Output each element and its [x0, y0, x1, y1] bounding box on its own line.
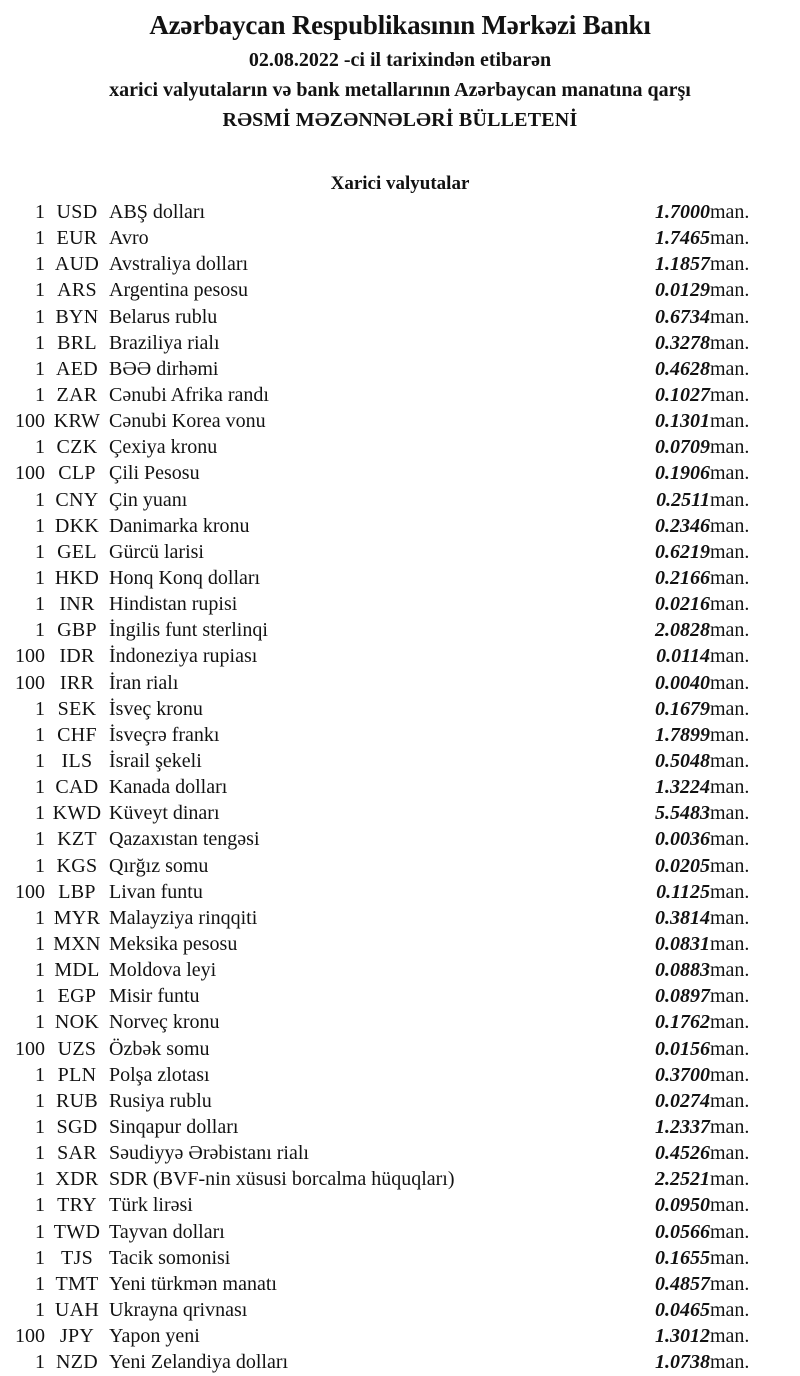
currency-unit: man. [710, 1142, 750, 1165]
currency-code: CAD [55, 776, 99, 799]
currency-quantity: 1 [35, 357, 45, 380]
currency-name: Cənubi Afrika randı [109, 384, 269, 407]
currency-code: TMT [55, 1272, 99, 1295]
currency-quantity: 1 [35, 959, 45, 982]
currency-code: BRL [57, 331, 97, 354]
currency-code: CNY [55, 488, 99, 511]
currency-rate: 2.0828 [655, 619, 710, 642]
currency-name: Yapon yeni [109, 1325, 200, 1348]
currency-unit: man. [710, 331, 750, 354]
currency-rate: 1.3012 [655, 1325, 710, 1348]
currency-quantity: 100 [15, 462, 45, 485]
currency-quantity: 1 [35, 1272, 45, 1295]
currency-unit: man. [710, 1194, 750, 1217]
currency-unit: man. [710, 1351, 750, 1374]
currency-row [0, 225, 800, 251]
currency-unit: man. [710, 410, 750, 433]
currency-rate: 5.5483 [655, 802, 710, 825]
currency-row [0, 696, 800, 722]
currency-unit: man. [710, 1063, 750, 1086]
currency-quantity: 1 [35, 514, 45, 537]
currency-unit: man. [710, 567, 750, 590]
currency-unit: man. [710, 828, 750, 851]
currency-rate: 0.6734 [655, 305, 710, 328]
currency-unit: man. [710, 1325, 750, 1348]
currency-rate: 1.3224 [655, 776, 710, 799]
bank-title: Azərbaycan Respublikasının Mərkəzi Bankı [149, 10, 651, 40]
currency-row [0, 277, 800, 303]
currency-unit: man. [710, 645, 750, 668]
currency-quantity: 1 [35, 802, 45, 825]
currency-rate: 0.0566 [655, 1220, 710, 1243]
currency-name: Səudiyyə Ərəbistanı rialı [109, 1142, 309, 1165]
currency-row [0, 199, 800, 225]
currency-name: BƏƏ dirhəmi [109, 357, 219, 380]
currency-row [0, 853, 800, 879]
currency-code: ILS [61, 750, 93, 773]
currency-code: KWD [52, 802, 102, 825]
currency-name: Braziliya rialı [109, 331, 220, 354]
currency-unit: man. [710, 436, 750, 459]
currency-code: INR [59, 593, 95, 616]
currency-name: İsrail şekeli [109, 750, 202, 773]
currency-unit: man. [710, 880, 750, 903]
currency-rate: 0.5048 [655, 750, 710, 773]
currency-name: Livan funtu [109, 880, 203, 903]
currency-row [0, 643, 800, 669]
currency-code: LBP [58, 880, 96, 903]
currency-unit: man. [710, 357, 750, 380]
currency-code: CLP [58, 462, 96, 485]
currency-quantity: 100 [15, 645, 45, 668]
currency-unit: man. [710, 619, 750, 642]
currency-rate: 0.1655 [655, 1246, 710, 1269]
currency-code: UZS [57, 1037, 97, 1060]
currency-code: CHF [57, 723, 97, 746]
currency-quantity: 1 [35, 1011, 45, 1034]
currency-quantity: 1 [35, 1115, 45, 1138]
currency-rate: 0.0040 [655, 671, 710, 694]
currency-row [0, 905, 800, 931]
currency-row [0, 879, 800, 905]
currency-row [0, 1036, 800, 1062]
currency-quantity: 1 [35, 1220, 45, 1243]
currency-row [0, 983, 800, 1009]
currency-name: İsveç kronu [109, 697, 203, 720]
currency-row [0, 1166, 800, 1192]
currency-name: Sinqapur dolları [109, 1115, 239, 1138]
currency-code: CZK [56, 436, 98, 459]
currency-row [0, 408, 800, 434]
currency-code: USD [56, 201, 98, 224]
currency-name: Gürcü larisi [109, 540, 204, 563]
currency-rate: 1.0738 [655, 1351, 710, 1374]
currency-unit: man. [710, 488, 750, 511]
currency-code: XDR [55, 1168, 99, 1191]
currency-code: HKD [54, 567, 100, 590]
bulletin-title-line: RƏSMİ MƏZƏNNƏLƏRİ BÜLLETENİ [222, 109, 578, 131]
currency-unit: man. [710, 959, 750, 982]
currency-unit: man. [710, 933, 750, 955]
currency-quantity: 1 [35, 540, 45, 563]
currency-code: AUD [54, 253, 100, 276]
currency-quantity: 100 [15, 1325, 45, 1348]
currency-name: Özbək somu [109, 1037, 210, 1060]
currency-name: Argentina pesosu [109, 279, 249, 302]
currency-row [0, 1218, 800, 1244]
currency-unit: man. [710, 854, 750, 877]
currency-code: NZD [55, 1351, 98, 1374]
currency-rate: 0.4857 [655, 1272, 710, 1295]
currency-row [0, 957, 800, 983]
currency-name: Çili Pesosu [109, 462, 200, 485]
currency-code: UAH [54, 1298, 100, 1321]
currency-rate: 0.1762 [655, 1011, 710, 1034]
currency-quantity: 1 [35, 697, 45, 720]
currency-row [0, 1323, 800, 1349]
currency-quantity: 1 [35, 1194, 45, 1217]
currency-name: Honq Konq dolları [109, 567, 261, 590]
currency-quantity: 1 [35, 776, 45, 799]
currency-row [0, 1009, 800, 1035]
currency-code: DKK [54, 514, 100, 537]
currency-quantity: 1 [35, 723, 45, 746]
currency-code: TJS [60, 1246, 94, 1269]
currency-code: PLN [57, 1063, 97, 1086]
currency-unit: man. [710, 253, 750, 276]
currency-row [0, 774, 800, 800]
currency-name: Küveyt dinarı [109, 802, 220, 825]
currency-quantity: 1 [35, 1351, 45, 1374]
currency-name: Çin yuanı [109, 488, 188, 511]
currency-unit: man. [710, 1037, 750, 1060]
currency-quantity: 1 [35, 985, 45, 1008]
currency-rate: 0.1679 [655, 697, 710, 720]
currency-rate: 0.3814 [655, 906, 710, 929]
currency-quantity: 1 [35, 227, 45, 250]
currency-rate: 1.7899 [655, 723, 710, 746]
currency-rate: 0.1906 [655, 462, 710, 485]
currency-rate: 0.1301 [655, 410, 710, 433]
currency-unit: man. [710, 1220, 750, 1243]
currency-name: Avstraliya dolları [109, 253, 249, 276]
currency-row [0, 1062, 800, 1088]
currency-name: Misir funtu [109, 985, 200, 1008]
currency-quantity: 1 [35, 567, 45, 590]
currency-unit: man. [710, 1272, 750, 1295]
currency-name: ABŞ dolları [109, 201, 206, 224]
currency-quantity: 1 [35, 593, 45, 616]
currency-unit: man. [710, 671, 750, 694]
currency-unit: man. [710, 802, 750, 825]
currency-row [0, 1088, 800, 1114]
currency-row [0, 513, 800, 539]
currency-unit: man. [710, 697, 750, 720]
currency-quantity: 1 [35, 1089, 45, 1112]
currency-rate: 1.7000 [655, 201, 710, 224]
currency-unit: man. [710, 514, 750, 537]
currency-row [0, 1271, 800, 1297]
currency-code: TWD [53, 1220, 101, 1243]
currency-row [0, 1114, 800, 1140]
currency-code: SAR [57, 1142, 97, 1165]
currency-code: MYR [53, 906, 101, 929]
currency-row [0, 1192, 800, 1218]
currency-rate: 0.0709 [655, 436, 710, 459]
currency-rate: 1.7465 [655, 227, 710, 250]
currency-rate: 0.4628 [655, 357, 710, 380]
currency-name: Polşa zlotası [109, 1063, 210, 1086]
currency-quantity: 1 [35, 1168, 45, 1191]
currency-quantity: 1 [35, 488, 45, 511]
scope-line: xarici valyutaların və bank metallarının Azərbaycan manatına qarşı [109, 79, 691, 101]
currency-unit: man. [710, 1298, 750, 1321]
currency-quantity: 100 [15, 1037, 45, 1060]
currency-row [0, 565, 800, 591]
currency-code: IDR [59, 645, 95, 668]
currency-quantity: 1 [35, 619, 45, 642]
currency-name: Norveç kronu [109, 1011, 220, 1034]
currency-name: Qırğız somu [109, 854, 209, 877]
currency-row [0, 1349, 800, 1375]
currency-unit: man. [710, 305, 750, 328]
currency-name: Kanada dolları [109, 776, 228, 799]
currency-code: EGP [57, 985, 97, 1008]
currency-name: Qazaxıstan tengəsi [109, 828, 260, 851]
currency-unit: man. [710, 906, 750, 929]
currency-unit: man. [710, 1115, 750, 1138]
currency-code: AED [55, 357, 98, 380]
currency-row [0, 434, 800, 460]
currency-name: İngilis funt sterlinqi [109, 619, 268, 642]
currency-rate: 0.0950 [655, 1194, 710, 1217]
currency-quantity: 1 [35, 384, 45, 407]
currency-quantity: 1 [35, 906, 45, 929]
currency-unit: man. [710, 723, 750, 746]
currency-row [0, 931, 800, 957]
currency-unit: man. [710, 593, 750, 616]
currency-quantity: 100 [15, 410, 45, 433]
currency-name: SDR (BVF-nin xüsusi borcalma hüquqları) [109, 1168, 455, 1191]
currency-rates-table [0, 199, 800, 1375]
currency-unit: man. [710, 985, 750, 1008]
currency-rate: 0.2346 [655, 514, 710, 537]
currency-quantity: 1 [35, 750, 45, 773]
currency-row [0, 722, 800, 748]
currency-row [0, 460, 800, 486]
currency-unit: man. [710, 750, 750, 773]
currency-row [0, 487, 800, 513]
currency-unit: man. [710, 1011, 750, 1034]
currency-name: Yeni Zelandiya dolları [109, 1351, 289, 1374]
currency-unit: man. [710, 1246, 750, 1269]
currency-quantity: 1 [35, 1142, 45, 1165]
currency-code: SGD [56, 1115, 98, 1138]
currency-name: Tayvan dolları [109, 1220, 225, 1243]
currency-unit: man. [710, 227, 750, 250]
currency-name: Meksika pesosu [109, 933, 238, 955]
currency-row [0, 304, 800, 330]
currency-rate: 0.1027 [655, 384, 710, 407]
currency-name: Tacik somonisi [109, 1246, 231, 1269]
currency-rate: 1.1857 [655, 253, 710, 276]
currency-name: İran rialı [109, 671, 179, 694]
currency-quantity: 1 [35, 1298, 45, 1321]
currency-row [0, 617, 800, 643]
currency-rate: 0.0156 [655, 1037, 710, 1060]
currency-rate: 0.0216 [655, 593, 710, 616]
currency-name: Danimarka kronu [109, 514, 250, 537]
currency-quantity: 1 [35, 331, 45, 354]
currency-rate: 0.0274 [655, 1089, 710, 1112]
currency-code: KGS [56, 854, 98, 877]
currency-rate: 0.0036 [655, 828, 710, 851]
currency-row [0, 1297, 800, 1323]
currency-row [0, 356, 800, 382]
currency-code: MDL [54, 959, 100, 982]
currency-row [0, 330, 800, 356]
currency-rate: 0.0897 [655, 985, 710, 1008]
currency-name: Ukrayna qrivnası [109, 1298, 248, 1321]
currency-rate: 0.0205 [655, 854, 710, 877]
currency-code: TRY [57, 1194, 97, 1217]
currency-row [0, 1140, 800, 1166]
currency-name: İndoneziya rupiası [109, 645, 258, 668]
currency-rate: 0.0465 [655, 1298, 710, 1321]
currency-name: Malayziya rinqqiti [109, 906, 258, 929]
currency-code: KRW [53, 410, 101, 433]
currency-rate: 0.2166 [655, 567, 710, 590]
currency-rate: 2.2521 [655, 1168, 710, 1191]
currency-code: NOK [54, 1011, 100, 1034]
currency-quantity: 1 [35, 1063, 45, 1086]
section-title-foreign-currencies: Xarici valyutalar [330, 173, 470, 194]
currency-code: MXN [53, 933, 101, 955]
currency-name: Rusiya rublu [109, 1089, 212, 1112]
currency-quantity: 100 [15, 880, 45, 903]
currency-unit: man. [710, 540, 750, 563]
currency-code: EUR [56, 227, 98, 250]
currency-quantity: 1 [35, 933, 45, 955]
currency-name: Avro [109, 227, 149, 250]
currency-rate: 0.1125 [656, 880, 710, 903]
currency-rate: 0.0114 [656, 645, 710, 668]
currency-code: ARS [57, 279, 97, 302]
currency-quantity: 1 [35, 854, 45, 877]
currency-unit: man. [710, 462, 750, 485]
currency-row [0, 800, 800, 826]
currency-code: BYN [55, 305, 99, 328]
currency-code: GBP [57, 619, 97, 642]
currency-quantity: 1 [35, 253, 45, 276]
currency-name: Çexiya kronu [109, 436, 218, 459]
currency-name: Cənubi Korea vonu [109, 410, 266, 433]
currency-quantity: 100 [15, 671, 45, 694]
currency-unit: man. [710, 279, 750, 302]
currency-row [0, 382, 800, 408]
currency-rows [0, 199, 800, 1375]
currency-code: GEL [57, 540, 97, 563]
currency-quantity: 1 [35, 436, 45, 459]
currency-quantity: 1 [35, 279, 45, 302]
currency-name: İsveçrə frankı [109, 723, 220, 746]
currency-unit: man. [710, 384, 750, 407]
currency-code: ZAR [56, 384, 98, 407]
currency-row [0, 539, 800, 565]
currency-name: Yeni türkmən manatı [109, 1272, 277, 1295]
currency-row [0, 591, 800, 617]
currency-code: SEK [57, 697, 97, 720]
currency-rate: 0.0883 [655, 959, 710, 982]
currency-name: Moldova leyi [109, 959, 217, 982]
currency-unit: man. [710, 776, 750, 799]
currency-quantity: 1 [35, 305, 45, 328]
currency-quantity: 1 [35, 201, 45, 224]
currency-row [0, 826, 800, 852]
currency-rate: 0.0831 [655, 933, 710, 955]
bulletin-header [0, 0, 800, 133]
currency-code: KZT [57, 828, 97, 851]
currency-unit: man. [710, 201, 750, 224]
currency-rate: 0.6219 [655, 540, 710, 563]
currency-code: RUB [55, 1089, 99, 1112]
currency-name: Belarus rublu [109, 305, 218, 328]
currency-rate: 0.0129 [655, 279, 710, 302]
currency-rate: 0.3700 [655, 1063, 710, 1086]
currency-row [0, 670, 800, 696]
currency-unit: man. [710, 1168, 750, 1191]
currency-row [0, 748, 800, 774]
currency-name: Hindistan rupisi [109, 593, 238, 616]
effective-date-line: 02.08.2022 -ci il tarixindən etibarən [248, 49, 552, 71]
currency-quantity: 1 [35, 1246, 45, 1269]
currency-rate: 0.2511 [656, 488, 710, 511]
currency-rate: 1.2337 [655, 1115, 710, 1138]
currency-rate: 0.4526 [655, 1142, 710, 1165]
currency-code: IRR [59, 671, 95, 694]
currency-code: JPY [59, 1325, 95, 1348]
currency-quantity: 1 [35, 828, 45, 851]
currency-name: Türk lirəsi [109, 1194, 193, 1217]
currency-row [0, 1245, 800, 1271]
currency-rate: 0.3278 [655, 331, 710, 354]
currency-unit: man. [710, 1089, 750, 1112]
currency-row [0, 251, 800, 277]
